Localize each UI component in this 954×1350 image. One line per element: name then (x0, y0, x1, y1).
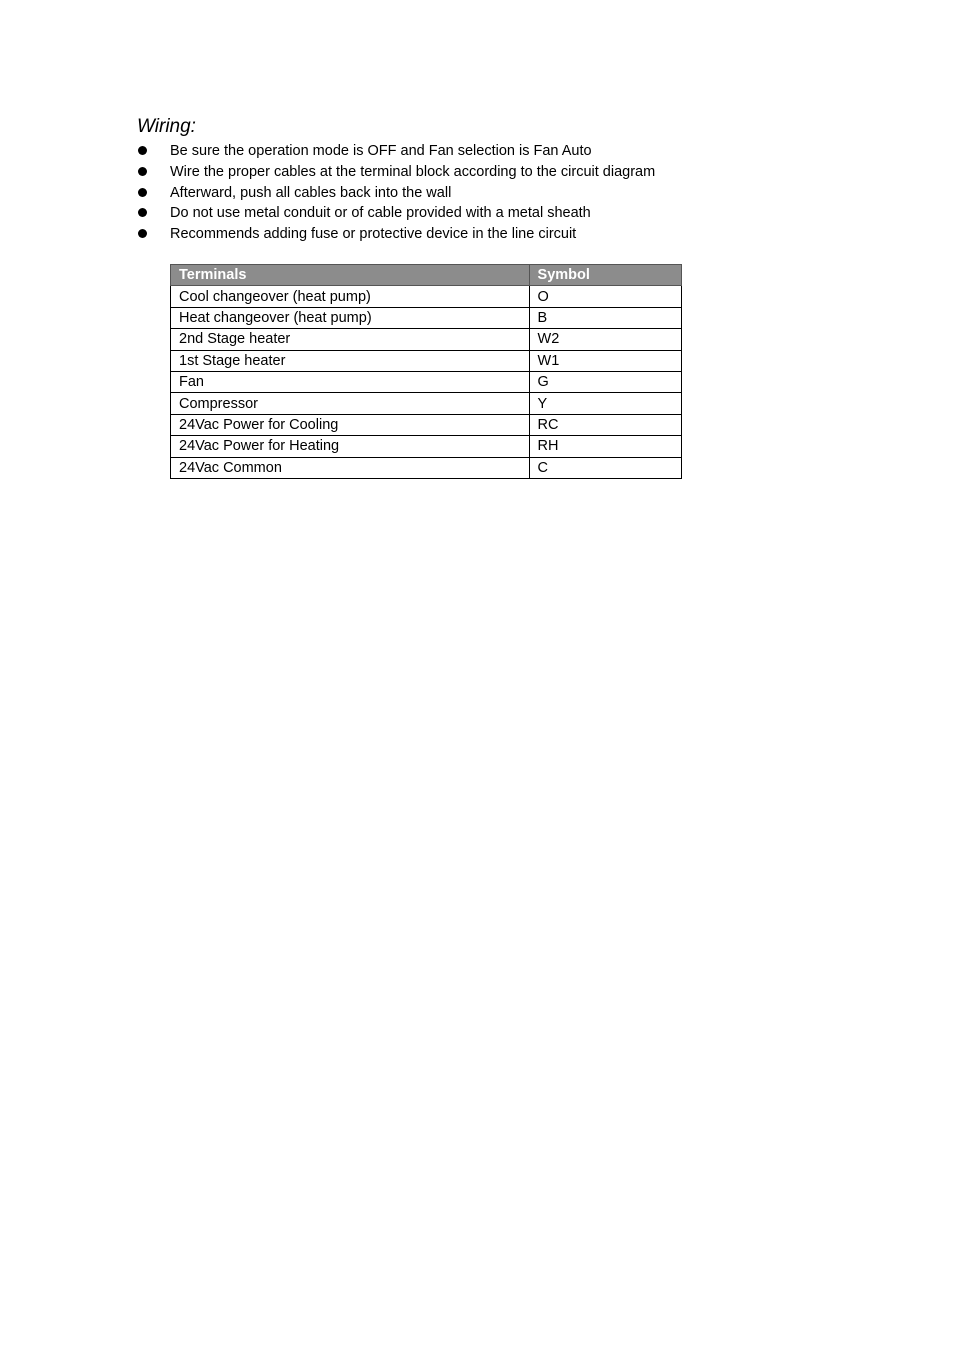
table-row (171, 436, 682, 457)
terminal-cell: 24Vac Power for Cooling (171, 414, 530, 435)
instruction-list (137, 141, 655, 245)
list-item (137, 141, 655, 162)
list-item-text: Wire the proper cables at the terminal block according to the circuit diagram (170, 163, 656, 180)
table-row (171, 371, 682, 392)
terminal-cell: 24Vac Power for Heating (171, 436, 530, 457)
symbol-cell: O (529, 286, 681, 307)
table-header-row (171, 265, 682, 286)
terminal-table (170, 264, 682, 479)
symbol-cell: Y (529, 393, 681, 414)
list-item-text: Recommends adding fuse or protective device in the line circuit (170, 226, 577, 243)
list-item (137, 224, 655, 245)
terminal-cell: 2nd Stage heater (171, 329, 530, 350)
terminal-cell: 24Vac Common (171, 457, 530, 478)
symbol-cell: G (529, 371, 681, 392)
terminal-cell: Fan (171, 371, 530, 392)
list-item-text: Be sure the operation mode is OFF and Fan selection is Fan Auto (170, 143, 592, 159)
list-item (137, 162, 655, 183)
table-row (171, 286, 682, 307)
header-symbol: Symbol (529, 265, 681, 286)
list-item (137, 183, 655, 204)
list-item-text: Afterward, push all cables back into the wall (170, 184, 452, 201)
header-terminals: Terminals (171, 265, 530, 286)
list-item (137, 203, 655, 224)
table-row (171, 393, 682, 414)
table-row (171, 414, 682, 435)
terminal-cell: Compressor (171, 393, 530, 414)
bullet-icon (138, 208, 147, 217)
symbol-cell: W2 (529, 329, 681, 350)
symbol-cell: B (529, 307, 681, 328)
symbol-cell: RC (529, 414, 681, 435)
terminal-cell: 1st Stage heater (171, 350, 530, 371)
terminal-cell: Heat changeover (heat pump) (171, 307, 530, 328)
bullet-icon (138, 146, 147, 155)
table-row (171, 457, 682, 478)
bullet-icon (138, 167, 147, 176)
list-item-text: Do not use metal conduit or of cable provided with a metal sheath (170, 205, 591, 222)
symbol-cell: W1 (529, 350, 681, 371)
symbol-cell: C (529, 457, 681, 478)
symbol-cell: RH (529, 436, 681, 457)
table-row (171, 307, 682, 328)
bullet-icon (138, 229, 147, 238)
table-row (171, 329, 682, 350)
section-heading: Wiring: (137, 116, 196, 137)
terminal-cell: Cool changeover (heat pump) (171, 286, 530, 307)
table-row (171, 350, 682, 371)
bullet-icon (138, 188, 147, 197)
